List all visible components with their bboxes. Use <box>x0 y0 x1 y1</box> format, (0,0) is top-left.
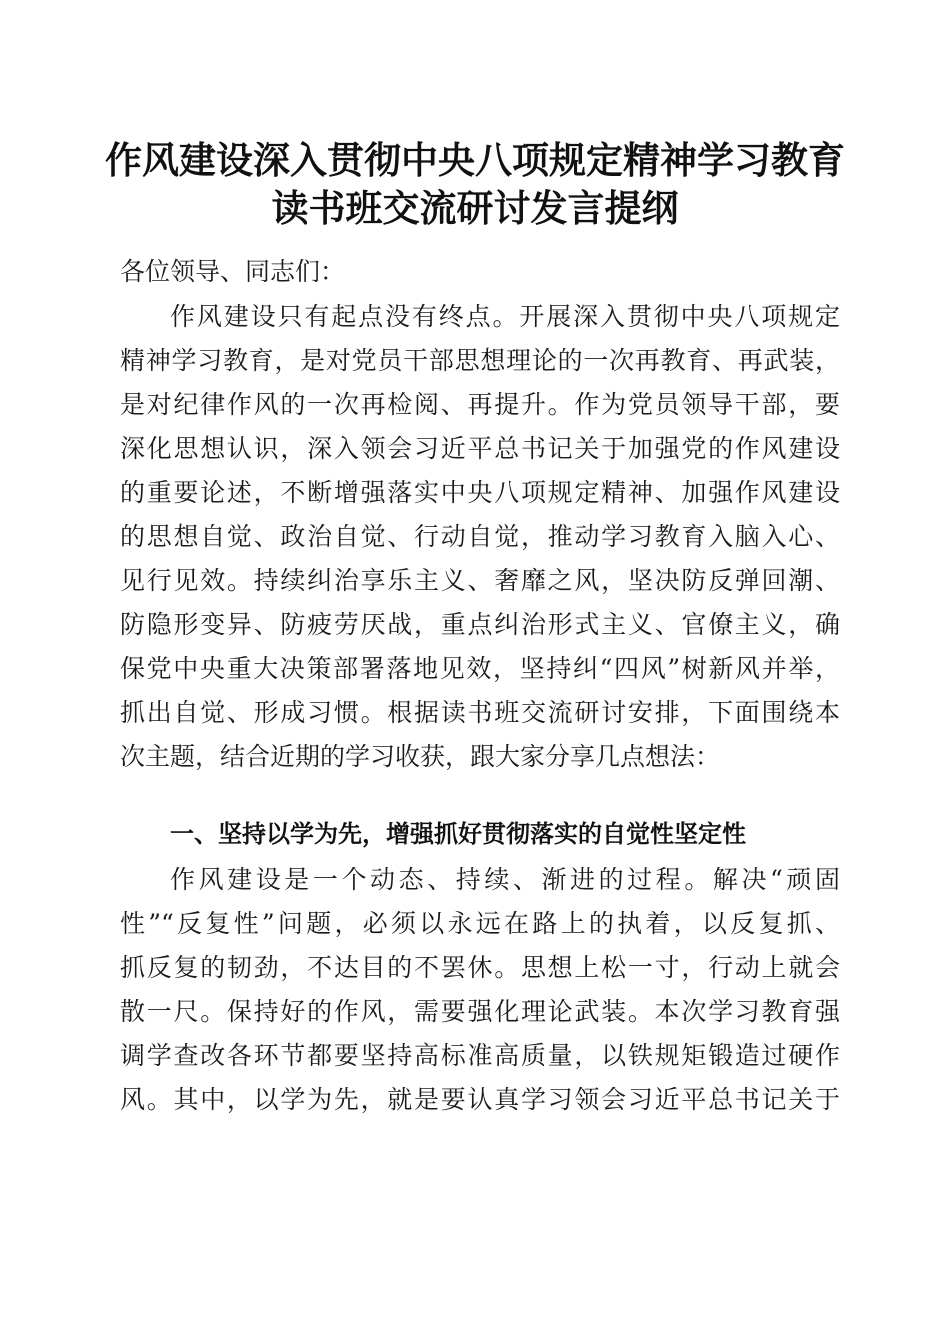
paragraph-2-line: 风。其中，以学为先，就是要认真学习领会习近平总书记关于 <box>120 1085 840 1114</box>
paragraph-1-line: 的重要论述，不断增强落实中央八项规定精神、加强作风建设 <box>120 478 840 507</box>
paragraph-1-line: 保党中央重大决策部署落地见效，坚持纠“四风”树新风并举， <box>120 654 840 683</box>
paragraph-2-line: 调学查改各环节都要坚持高标准高质量，以铁规矩锻造过硬作 <box>120 1041 840 1070</box>
section-1-heading: 一、坚持以学为先，增强抓好贯彻落实的自觉性坚定性 <box>170 820 746 848</box>
paragraph-1-line: 抓出自觉、形成习惯。根据读书班交流研讨安排，下面围绕本 <box>120 698 840 727</box>
salutation: 各位领导、同志们： <box>120 257 346 286</box>
document-title-line-2: 读书班交流研讨发言提纲 <box>271 186 679 230</box>
paragraph-1-line: 次主题，结合近期的学习收获，跟大家分享几点想法： <box>120 742 721 771</box>
document-title-line-1: 作风建设深入贯彻中央八项规定精神学习教育 <box>105 138 845 182</box>
paragraph-2-line: 散一尺。保持好的作风，需要强化理论武装。本次学习教育强 <box>120 997 840 1026</box>
paragraph-1-line: 见行见效。持续纠治享乐主义、奢靡之风，坚决防反弹回潮、 <box>120 566 840 595</box>
paragraph-2-line: 抓反复的韧劲，不达目的不罢休。思想上松一寸，行动上就会 <box>120 953 840 982</box>
paragraph-1-line: 精神学习教育，是对党员干部思想理论的一次再教育、再武装， <box>120 346 840 375</box>
paragraph-1-line: 是对纪律作风的一次再检阅、再提升。作为党员领导干部，要 <box>120 390 840 419</box>
paragraph-1-line: 作风建设只有起点没有终点。开展深入贯彻中央八项规定 <box>170 302 840 331</box>
paragraph-1-line: 的思想自觉、政治自觉、行动自觉，推动学习教育入脑入心、 <box>120 522 840 551</box>
paragraph-2-line: 性”“反复性”问题，必须以永远在路上的执着，以反复抓、 <box>120 909 840 938</box>
paragraph-2-line: 作风建设是一个动态、持续、渐进的过程。解决“顽固 <box>170 865 840 894</box>
paragraph-1-line: 深化思想认识，深入领会习近平总书记关于加强党的作风建设 <box>120 434 840 463</box>
paragraph-1-line: 防隐形变异、防疲劳厌战，重点纠治形式主义、官僚主义，确 <box>120 610 840 639</box>
